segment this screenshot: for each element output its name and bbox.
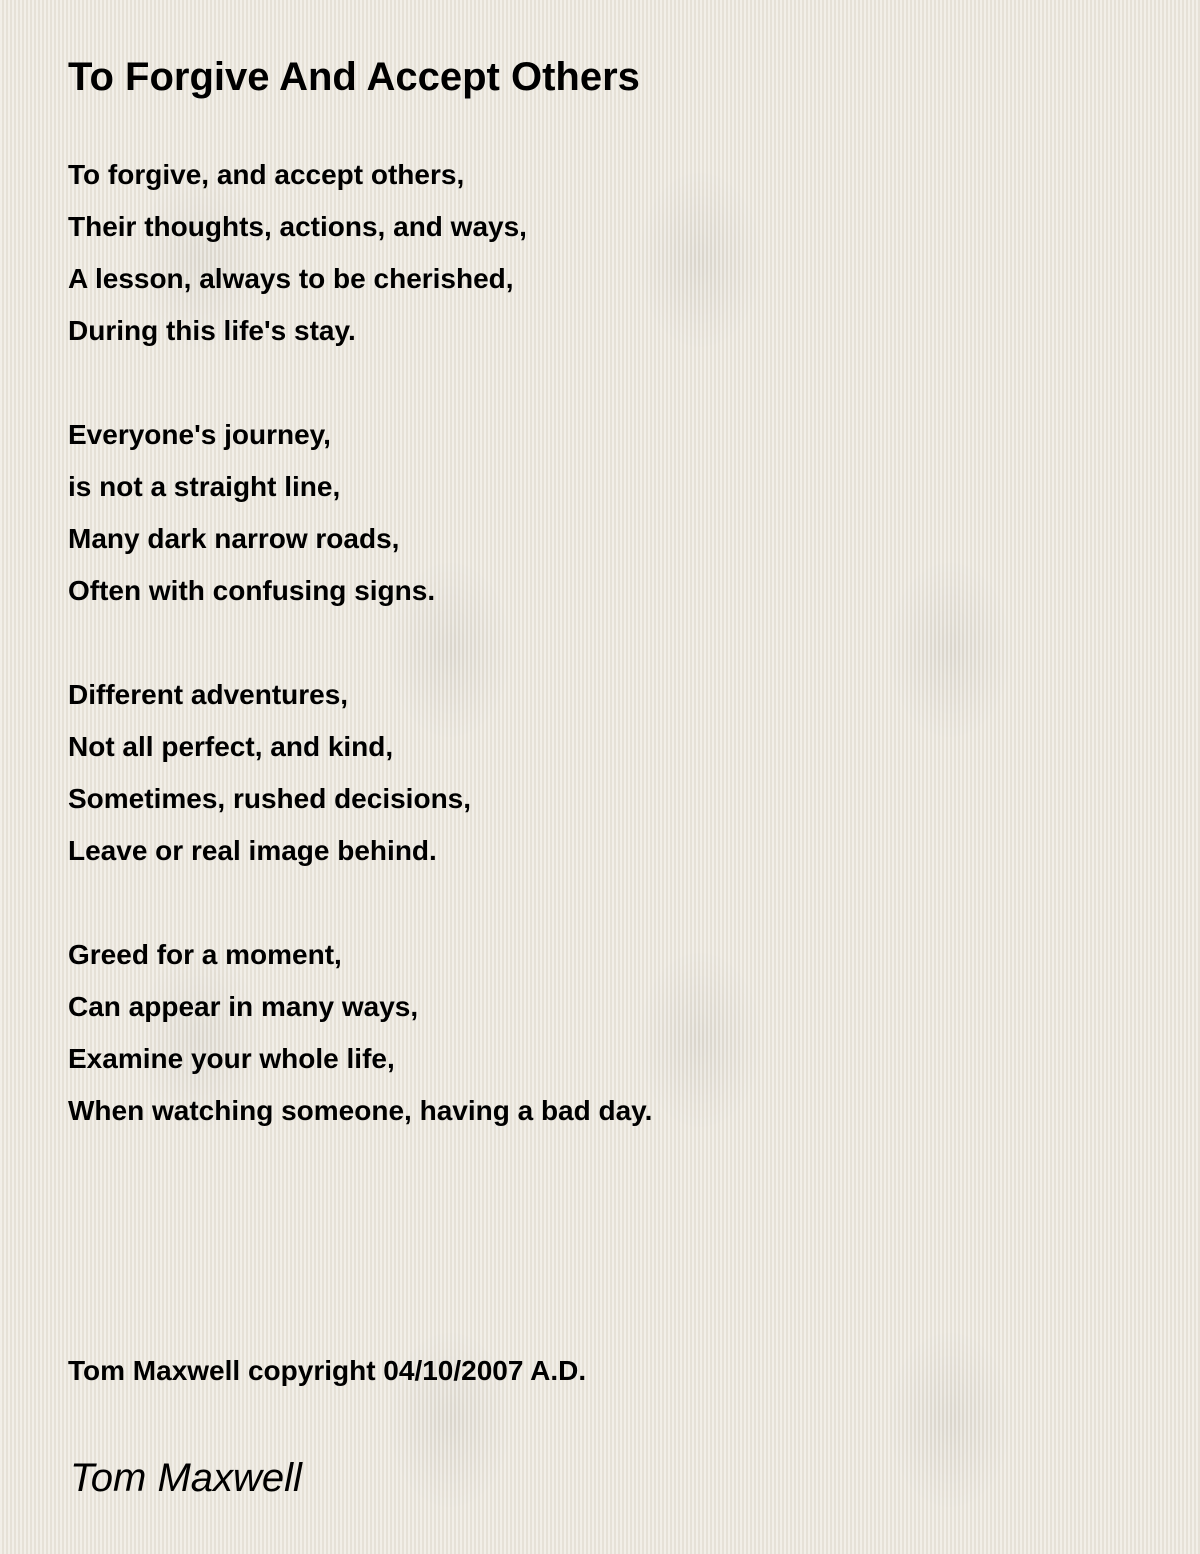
poem-line: When watching someone, having a bad day. — [68, 1095, 653, 1126]
poem-line: Their thoughts, actions, and ways, — [68, 211, 527, 242]
author-name: Tom Maxwell — [70, 1456, 302, 1500]
stanza — [68, 409, 1148, 617]
poem-line: During this life's stay. — [68, 315, 356, 346]
poem-line: Sometimes, rushed decisions, — [68, 783, 472, 814]
poem-line: Leave or real image behind. — [68, 835, 437, 866]
poem-title: To Forgive And Accept Others — [68, 55, 640, 99]
poem-line: Not all perfect, and kind, — [68, 731, 394, 762]
poem-body — [68, 149, 1148, 1189]
poem-line: To forgive, and accept others, — [68, 159, 465, 190]
poem-line: Often with confusing signs. — [68, 575, 436, 606]
poem-line: Everyone's journey, — [68, 419, 331, 450]
poem-line: Examine your whole life, — [68, 1043, 395, 1074]
poem-line: A lesson, always to be cherished, — [68, 263, 514, 294]
poem-line: Many dark narrow roads, — [68, 523, 400, 554]
poem-line: Different adventures, — [68, 679, 349, 710]
stanza — [68, 929, 1148, 1137]
poem-line: Can appear in many ways, — [68, 991, 419, 1022]
poem-line: Greed for a moment, — [68, 939, 342, 970]
poem-line: is not a straight line, — [68, 471, 341, 502]
copyright-notice: Tom Maxwell copyright 04/10/2007 A.D. — [68, 1355, 587, 1386]
stanza — [68, 149, 1148, 357]
stanza — [68, 669, 1148, 877]
